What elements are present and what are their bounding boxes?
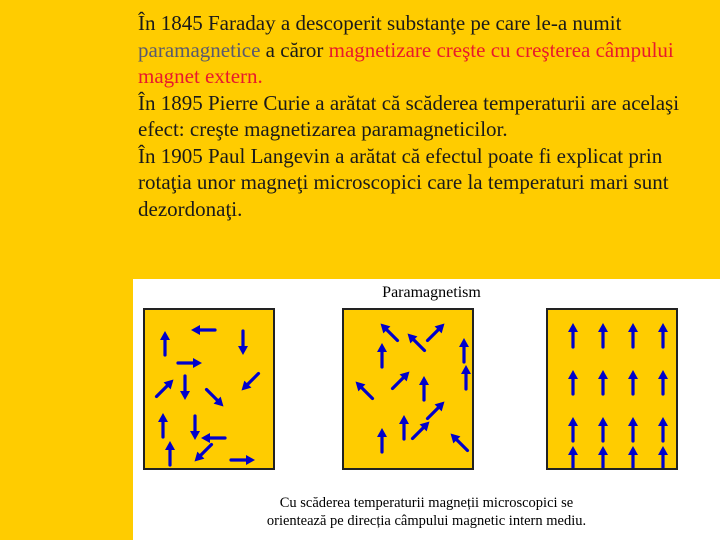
magnet-arrow-icon — [419, 376, 429, 400]
arrows-aligned — [548, 310, 676, 468]
magnet-arrow-icon — [628, 446, 638, 468]
panel-aligned — [546, 308, 678, 470]
magnet-arrow-icon — [399, 415, 409, 439]
magnet-arrow-icon — [658, 323, 668, 347]
arrows-disordered — [145, 310, 273, 468]
magnet-arrow-icon — [178, 358, 202, 368]
magnet-arrow-icon — [158, 413, 168, 437]
magnet-arrow-icon — [459, 338, 469, 362]
text-segment: În 1905 Paul Langevin a arătat că efectul poate fi explicat prin rotaţia unor magneţi microscopici care la temperaturi mari sunt dezordonaţi. — [138, 143, 669, 221]
magnet-arrow-icon — [461, 365, 471, 389]
magnet-arrow-icon — [381, 324, 398, 341]
text-segment: În 1895 Pierre Curie a arătat că scăderea temperaturii are acelaşi efect: creşte magnetizarea paramagneticilor. — [138, 90, 680, 141]
magnet-arrow-icon — [628, 323, 638, 347]
magnet-arrow-icon — [658, 417, 668, 441]
text-segment-highlight: magnetizare creşte cu creşterea câmpului magnet extern. — [138, 37, 674, 88]
magnet-arrow-icon — [190, 416, 200, 440]
magnet-arrow-icon — [195, 445, 212, 462]
panel-partially-aligned — [342, 308, 474, 470]
text-segment: a căror — [260, 37, 329, 62]
text-segment-paramagnetice: paramagnetice — [138, 37, 261, 62]
magnet-arrow-icon — [238, 331, 248, 355]
arrows-partially-aligned — [344, 310, 472, 468]
magnet-arrow-icon — [408, 334, 425, 351]
magnet-arrow-icon — [568, 417, 578, 441]
magnet-arrow-icon — [598, 417, 608, 441]
figure-title: Paramagnetism — [382, 284, 481, 301]
magnet-arrow-icon — [598, 370, 608, 394]
caption-line-2: orientează pe direcția câmpului magnetic intern mediu. — [266, 513, 587, 529]
figure-caption — [133, 494, 720, 530]
text-segment: În 1845 Faraday a descoperit substanţe pe care le-a numit — [138, 11, 622, 35]
magnet-arrow-icon — [393, 372, 410, 389]
magnet-arrow-icon — [377, 428, 387, 452]
paragraph-curie — [138, 90, 713, 143]
paramagnetism-figure — [133, 279, 720, 540]
magnet-arrow-icon — [201, 433, 225, 443]
magnet-arrow-icon — [180, 376, 190, 400]
magnet-arrow-icon — [598, 446, 608, 468]
magnet-arrow-icon — [658, 370, 668, 394]
magnet-arrow-icon — [568, 446, 578, 468]
magnet-arrow-icon — [157, 380, 174, 397]
text-block — [138, 10, 713, 222]
magnet-arrow-icon — [568, 370, 578, 394]
magnet-arrow-icon — [356, 382, 373, 399]
magnet-arrow-icon — [628, 417, 638, 441]
magnet-arrow-icon — [628, 370, 638, 394]
magnet-arrow-icon — [165, 441, 175, 465]
magnet-arrow-icon — [242, 374, 259, 391]
magnet-arrow-icon — [568, 323, 578, 347]
magnet-arrow-icon — [231, 455, 255, 465]
magnet-arrow-icon — [598, 323, 608, 347]
magnet-arrow-icon — [428, 402, 445, 419]
magnet-arrow-icon — [658, 446, 668, 468]
magnet-arrow-icon — [207, 390, 224, 407]
magnet-arrow-icon — [191, 325, 215, 335]
paragraph-faraday — [138, 10, 713, 90]
panel-disordered — [143, 308, 275, 470]
paragraph-langevin — [138, 143, 713, 223]
magnet-arrow-icon — [451, 434, 468, 451]
magnet-arrow-icon — [428, 324, 445, 341]
magnet-arrow-icon — [160, 331, 170, 355]
caption-line-1: Cu scăderea temperaturii magneții microscopici se — [279, 495, 574, 511]
magnet-arrow-icon — [413, 422, 430, 439]
magnet-arrow-icon — [377, 343, 387, 367]
